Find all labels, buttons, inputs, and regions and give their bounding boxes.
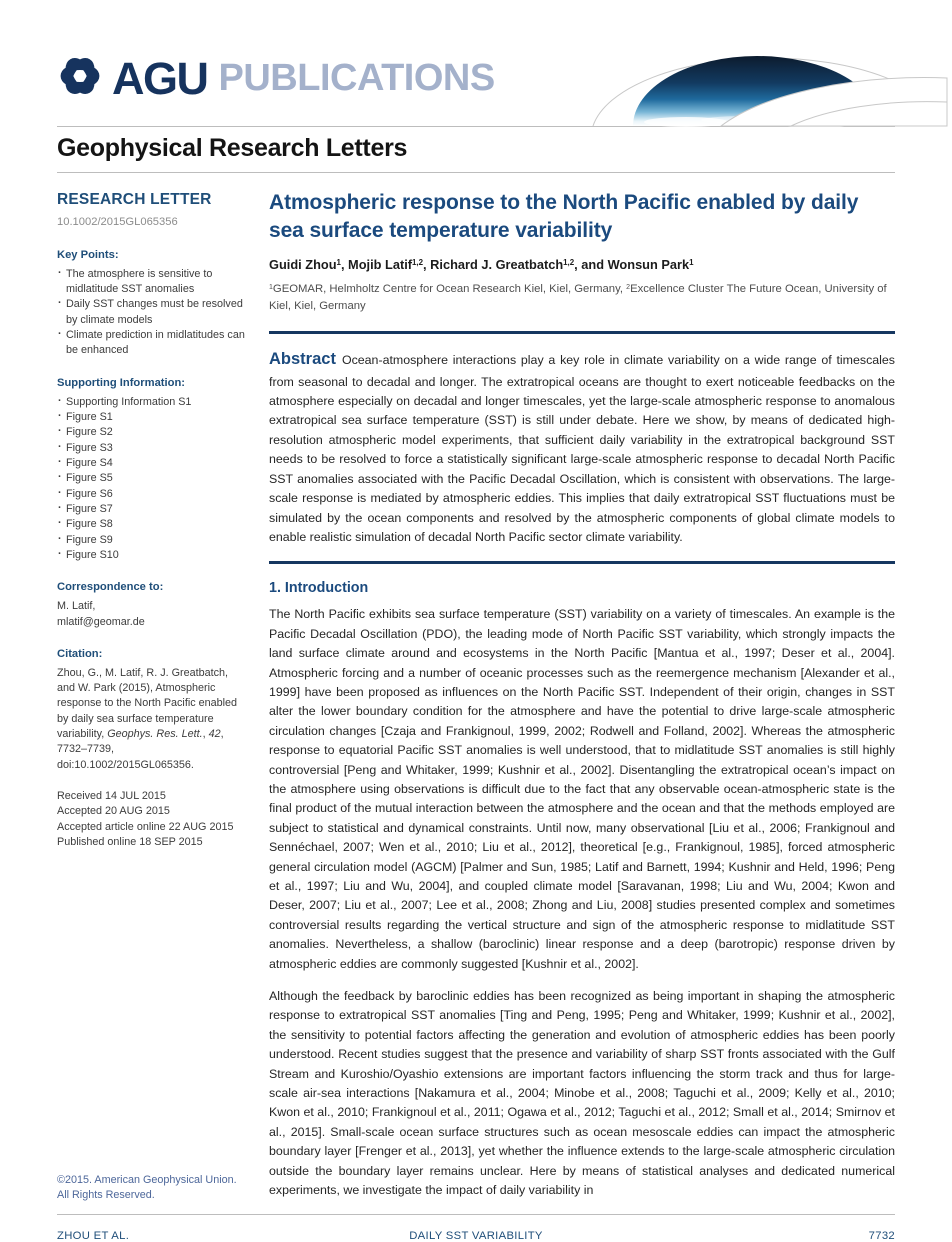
- supporting-information-item: · Figure S8: [57, 517, 247, 532]
- agu-knot-icon: [57, 53, 103, 104]
- key-point-item: · Daily SST changes must be resolved by climate models: [57, 297, 247, 328]
- copyright-line: All Rights Reserved.: [57, 1189, 155, 1202]
- citation-heading: Citation:: [57, 647, 103, 660]
- correspondence-email-link[interactable]: mlatif@geomar.de: [57, 615, 145, 628]
- supporting-information-item: · Figure S7: [57, 502, 247, 517]
- introduction-paragraph: Although the feedback by baroclinic eddies has been recognized as being important in shaping the atmospheric response to extratropical SST anomalies [Ting and Peng, 1995; Peng and Whitaker, 1999; Kushnir et al., 2002], the sensitivity to potential factors affecting the generation and evolution of atmospheric eddies has been poorly understood. Recent studies suggest that the presence and variability of sharp SST fronts associated with the Gulf Stream and Kuroshio/Oyashio extensions are important factors influencing the storm track and thus for large-scale air-sea interactions [Nakamura et al., 2004; Minobe et al., 2008; Taguchi et al., 2009; Kelly et al., 2010; Kwon et al., 2010; Frankignoul et al., 2011; Ogawa et al., 2012; Taguchi et al., 2012; Small et al., 2014; Smirnov et al., 2015]. Small-scale ocean surface structures such as ocean mesoscale eddies can impact the atmospheric boundary layer [Frenger et al., 2013], yet whether the influence extends to the large-scale atmospheric circulation outside the boundary layer remains unclear. Here by means of statistical analyses and dedicated numerical experiments, we investigate the impact of daily variability in: [269, 989, 895, 1198]
- article-title: Atmospheric response to the North Pacific enabled by daily sea surface temperature variability: [269, 191, 859, 242]
- citation-section: [57, 647, 247, 773]
- copyright-notice: [57, 1173, 247, 1214]
- correspondence-heading: Correspondence to:: [57, 581, 164, 594]
- author-list: Guidi Zhou$^1$, Mojib Latif$^{1,2}$, Richard J. Greatbatch$^{1,2}$, and Wonsun Park$^1$: [269, 256, 694, 272]
- received-date: Received 14 JUL 2015: [57, 790, 166, 803]
- article-type-label: RESEARCH LETTER: [57, 191, 212, 208]
- abstract-text: Ocean-atmosphere interactions play a key role in climate variability on a wide range of timescales from seasonal to decadal and longer. The extratropical oceans are thought to exert noticeable feedbacks on the atmosphere especially on decadal and longer timescales, yet the large-scale atmospheric response to anomalous extratropical sea surface temperature (SST) is still under debate. Here we show, by means of dedicated high-resolution atmospheric model experiments, that sufficient daily variability in the extratropical background SST needs to be resolved to force a statistically significant large-scale atmospheric response to decadal North Pacific SST anomalies associated with the Pacific Decadal Oscillation, which is consistent with observations. The large-scale response is mediated by atmospheric eddies. This implies that daily extratropical SST fluctuations must be simulated by the ocean components and resolved by the atmospheric components of global climate models to enable realistic simulation of decadal North Pacific sector climate variability.: [269, 352, 895, 544]
- affiliations: $^1$GEOMAR, Helmholtz Centre for Ocean Research Kiel, Kiel, Germany, $^2$Excellence Cluster The Future Ocean, University of Kiel, Kiel, Germany: [269, 282, 887, 313]
- article-sidebar: [57, 189, 247, 1214]
- correspondence-name: M. Latif,: [57, 600, 96, 613]
- key-point-item: · Climate prediction in midlatitudes can be enhanced: [57, 328, 247, 359]
- article-content: [269, 189, 895, 1214]
- accepted-date: Accepted 20 AUG 2015: [57, 805, 170, 818]
- page-footer: [0, 1214, 952, 1242]
- page-header: [0, 0, 952, 173]
- section-rule: [269, 331, 895, 334]
- accepted-online-date: Accepted article online 22 AUG 2015: [57, 820, 234, 833]
- article-doi: 10.1002/2015GL065356: [57, 216, 178, 228]
- journal-title: Geophysical Research Letters: [57, 134, 408, 162]
- brand-publications-text: PUBLICATIONS: [218, 57, 495, 99]
- supporting-information-item: · Figure S1: [57, 410, 247, 425]
- key-point-item: · The atmosphere is sensitive to midlatitude SST anomalies: [57, 267, 247, 298]
- citation-text: Zhou, G., M. Latif, R. J. Greatbatch, and W. Park (2015), Atmospheric response to the North Pacific enabled by daily sea surface temperature variability, Geophys. Res. Lett., 42, 7732–7739, doi:10.1002/2015GL065356.: [57, 666, 238, 771]
- supporting-information-item: · Figure S2: [57, 425, 247, 440]
- article-history: [57, 789, 247, 850]
- introduction-heading: 1. Introduction: [269, 580, 369, 597]
- footer-running-title: DAILY SST VARIABILITY: [409, 1229, 543, 1242]
- supporting-information-item: · Figure S9: [57, 533, 247, 548]
- supporting-information-item: · Figure S10: [57, 548, 247, 563]
- abstract-label: Abstract: [269, 349, 336, 368]
- correspondence-section: [57, 580, 247, 630]
- supporting-information-item: · Supporting Information S1: [57, 395, 247, 410]
- key-points-section: [57, 248, 247, 359]
- supporting-information-item: · Figure S4: [57, 456, 247, 471]
- footer-running-authors: ZHOU ET AL.: [57, 1229, 130, 1242]
- article-body: [0, 173, 952, 1214]
- published-online-date: Published online 18 SEP 2015: [57, 836, 203, 849]
- supporting-information-item: · Figure S6: [57, 487, 247, 502]
- abstract-paragraph: [269, 347, 895, 547]
- introduction-paragraph: The North Pacific exhibits sea surface temperature (SST) variability on a variety of timescales. An example is the Pacific Decadal Oscillation (PDO), the leading mode of North Pacific SST variability, which strongly impacts the land surface climate around and ecosystems in the North Pacific [Mantua et al., 1997; Deser et al., 2004]. Atmospheric forcing and a number of oceanic processes such as the reemergence mechanism [Alexander et al., 1999] have been proposed as influences on the North Pacific SST. Independent of their origin, changes in SST alter the lower boundary condition for the atmosphere and have the potential to drive large-scale atmospheric circulation changes [Czaja and Frankignoul, 1999, 2002; Rodwell and Folland, 2002]. Whereas the atmospheric response to equatorial Pacific SST anomalies is well understood, that to midlatitude SST anomalies is still highly controversial [Peng and Whitaker, 1999; Kushnir et al., 2002]. Disentangling the extratropical ocean’s impact on the atmosphere using observations is difficult due to the fact that any observable ocean-atmospheric state is the final product of the mutual interaction between the atmosphere and the ocean and that the methods employed are subject to statistical and dynamical constraints. Until now, many observational [Liu et al., 2006; Frankignoul and Sennéchael, 2007; Wen et al., 2010; Liu et al., 2012], theoretical [e.g., Frankignoul, 1985], forced atmospheric general circulation model (AGCM) [Palmer and Sun, 1985; Latif and Barnett, 1994; Kushnir and Held, 1996; Peng et al., 1997; Liu and Wu, 2004], and coupled climate model [Saravanan, 1998; Liu and Wu, 2004; Kwon and Deser, 2007; Liu et al., 2007; Lee et al., 2008; Zhong and Liu, 2008] studies presented complex and sometimes controversial results regarding the vertical structure and sign of the atmospheric response to midlatitude SST anomalies. Nevertheless, a shallow (baroclinic) linear response and a deep (barotropic) response driven by atmospheric eddies are commonly suggested [Kushnir et al., 2002].: [269, 607, 895, 971]
- supporting-information-item: · Figure S3: [57, 441, 247, 456]
- supporting-information-heading: Supporting Information:: [57, 376, 186, 389]
- earth-horizon-image: [591, 44, 947, 126]
- footer-page-number: 7732: [868, 1229, 895, 1242]
- section-rule: [269, 561, 895, 564]
- key-points-heading: Key Points:: [57, 248, 119, 261]
- brand-agu-text: AGU: [112, 52, 208, 104]
- copyright-line: ©2015. American Geophysical Union.: [57, 1173, 237, 1186]
- supporting-information-item: · Figure S5: [57, 471, 247, 486]
- header-divider-bottom: [57, 172, 895, 173]
- supporting-information-section: [57, 376, 247, 564]
